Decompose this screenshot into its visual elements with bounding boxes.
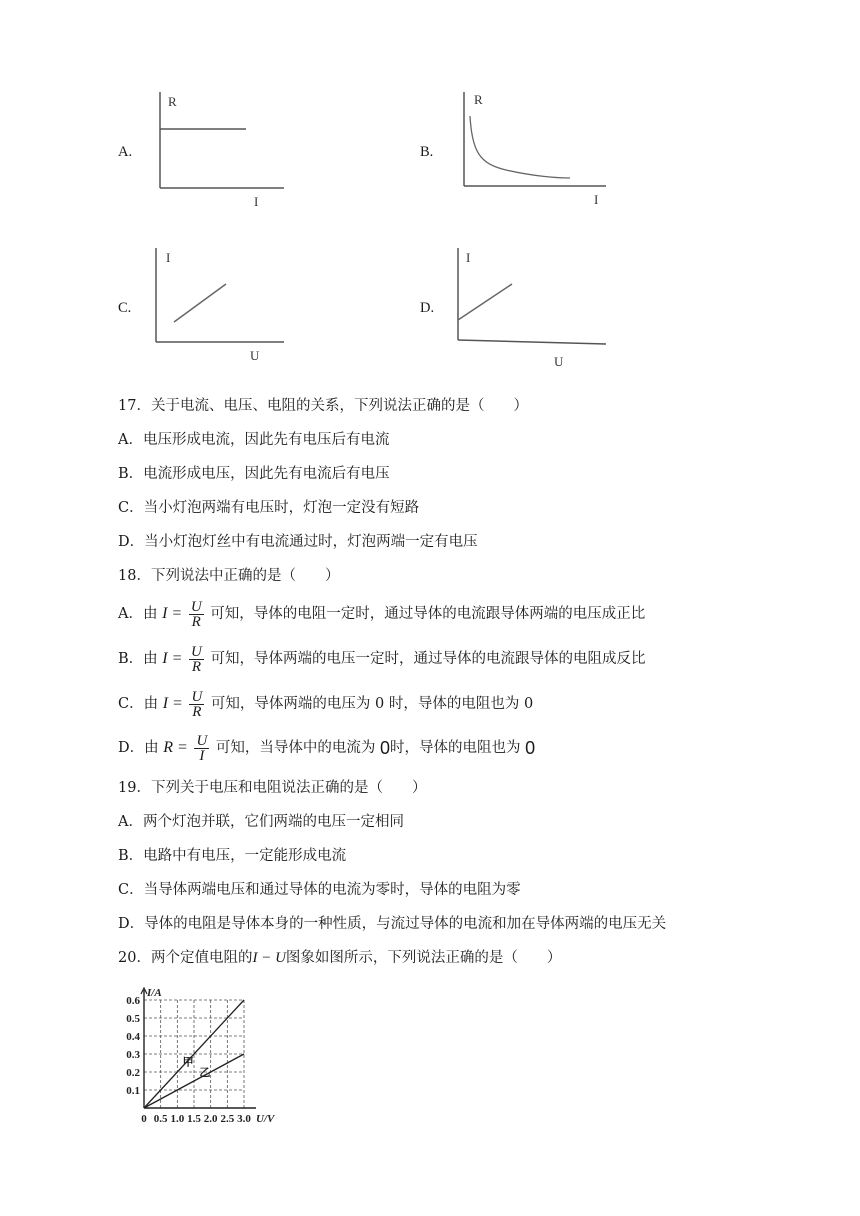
- y-axis-label: I: [166, 250, 171, 265]
- stem-math: I − U: [252, 950, 286, 966]
- y-tick-label: 0.1: [126, 1085, 140, 1097]
- formula-fraction: [189, 690, 204, 719]
- option-text: 时，导体的电阻也为: [390, 740, 521, 756]
- x-axis-label: U: [554, 354, 564, 369]
- option-prefix: A．由: [118, 606, 158, 622]
- q18-option-d[interactable]: [118, 732, 535, 764]
- q17-option-b[interactable]: B．电流形成电压，因此先有电流后有电压: [118, 466, 390, 482]
- option-letter: A.: [118, 144, 133, 160]
- q19-option-c[interactable]: C．当导体两端电压和通过导体的电流为零时，导体的电阻为零: [118, 882, 521, 898]
- option-text: 可知，导体两端的电压一定时，通过导体的电流跟导体的电阻成反比: [210, 651, 646, 667]
- option-letter: D.: [420, 300, 435, 316]
- series-label: 甲: [182, 1056, 194, 1069]
- q17-option-a[interactable]: A．电压形成电流，因此先有电压后有电流: [118, 432, 390, 448]
- y-axis-label: R: [168, 94, 177, 109]
- x-tick-label: 1.5: [187, 1113, 201, 1122]
- graph-option-c[interactable]: [118, 248, 278, 368]
- numerator: U: [191, 643, 202, 660]
- zero-value: 0: [525, 738, 536, 758]
- x-tick-label: 0: [141, 1113, 147, 1122]
- option-text: 可知，导体两端的电压为 0 时，导体的电阻也为 0: [210, 696, 534, 712]
- q19-option-b[interactable]: B．电路中有电压，一定能形成电流: [118, 848, 347, 864]
- x-tick-label: 3.0: [237, 1113, 251, 1122]
- y-axis-label: I: [466, 250, 471, 265]
- q18-option-a[interactable]: [118, 598, 645, 630]
- x-axis-label: I: [254, 194, 259, 209]
- x-axis-label: I: [594, 192, 599, 207]
- x-axis-label: U: [250, 348, 260, 363]
- q19-stem: 19．下列关于电压和电阻说法正确的是（ ）: [118, 780, 427, 796]
- q17-option-c[interactable]: C．当小灯泡两端有电压时，灯泡一定没有短路: [118, 500, 420, 516]
- q18-option-b[interactable]: [118, 643, 645, 675]
- stem-text: 图象如图所示，下列说法正确的是（ ）: [285, 950, 562, 966]
- y-tick-label: 0.5: [126, 1013, 140, 1025]
- y-tick-label: 0.4: [126, 1031, 140, 1043]
- formula-fraction: [189, 600, 204, 629]
- q19-option-a[interactable]: A．两个灯泡并联，它们两端的电压一定相同: [118, 814, 404, 830]
- zero-value: 0: [380, 738, 391, 758]
- numerator: U: [190, 598, 202, 615]
- q20-stem: [118, 948, 561, 968]
- y-axis-label: R: [474, 92, 483, 107]
- q17-stem: 17．关于电流、电压、电阻的关系，下列说法正确的是（ ）: [118, 398, 528, 414]
- x-axis-label: U/V: [256, 1113, 275, 1122]
- numerator: U: [196, 732, 208, 749]
- graph-a-axes: [154, 92, 294, 212]
- option-prefix: B．由: [118, 651, 158, 667]
- formula-fraction: [194, 734, 209, 763]
- formula-lhs: I =: [162, 650, 183, 667]
- y-tick-label: 0.2: [126, 1067, 140, 1079]
- stem-text: 20．两个定值电阻的: [118, 950, 253, 966]
- option-letter: B.: [420, 144, 434, 160]
- y-tick-label: 0.6: [126, 995, 140, 1007]
- graph-option-d[interactable]: [420, 248, 600, 370]
- formula-fraction: [189, 645, 204, 674]
- q18-stem: 18．下列说法中正确的是（ ）: [118, 568, 340, 584]
- denominator: I: [199, 747, 205, 764]
- graph-option-a[interactable]: [118, 92, 278, 212]
- denominator: R: [192, 703, 202, 720]
- option-prefix: D．由: [118, 740, 159, 756]
- x-tick-label: 0.5: [153, 1113, 168, 1122]
- y-tick-label: 0.3: [126, 1049, 140, 1061]
- y-axis-label: I/A: [147, 987, 162, 999]
- option-text: 可知，当导体中的电流为: [215, 740, 376, 756]
- graph-d-axes: [456, 248, 616, 370]
- q17-option-d[interactable]: D．当小灯泡灯丝中有电流通过时，灯泡两端一定有电压: [118, 534, 478, 550]
- numerator: U: [191, 688, 203, 705]
- denominator: R: [191, 613, 201, 630]
- option-letter: C.: [118, 300, 132, 316]
- q19-option-d[interactable]: D．导体的电阻是导体本身的一种性质，与流过导体的电流和加在导体两端的电压无关: [118, 916, 667, 932]
- graph-c-axes: [154, 248, 294, 368]
- graph-b-axes: [456, 92, 616, 212]
- graph-option-b[interactable]: [420, 92, 600, 212]
- x-tick-label: 2.0: [203, 1113, 218, 1122]
- option-prefix: C．由: [118, 696, 159, 712]
- option-text: 可知，导体的电阻一定时，通过导体的电流跟导体两端的电压成正比: [210, 606, 646, 622]
- q18-option-c[interactable]: [118, 688, 533, 720]
- iu-chart: [116, 982, 286, 1122]
- formula-lhs: R =: [163, 739, 188, 756]
- denominator: R: [191, 658, 201, 675]
- formula-lhs: I =: [162, 605, 183, 622]
- formula-lhs: I =: [162, 695, 183, 712]
- x-tick-label: 1.0: [170, 1113, 185, 1122]
- x-tick-label: 2.5: [220, 1113, 235, 1122]
- series-label: 乙: [199, 1067, 211, 1080]
